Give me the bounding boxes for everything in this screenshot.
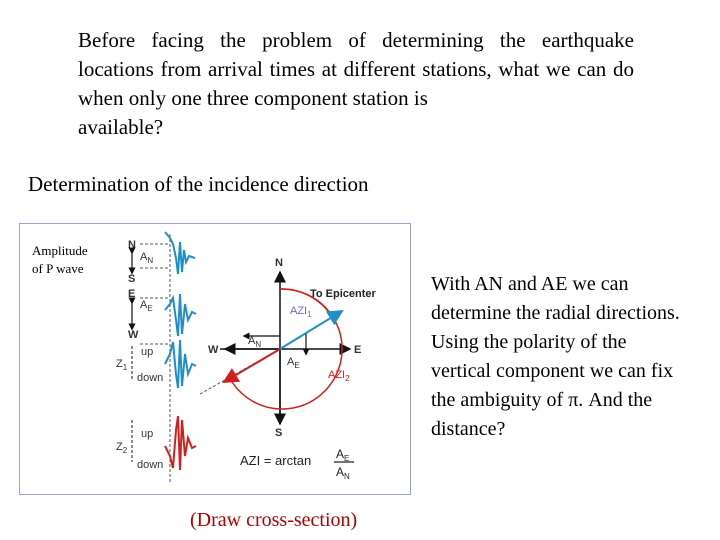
compass-diagram [200,257,377,439]
azi2-label: $AZI_2$ [328,369,350,383]
compass-ae-label: $A_E$ [287,356,300,370]
trace-an-label: $A_N$ [140,251,154,265]
intro-line-3: can do when only one three component station is [78,57,634,110]
amplitude-label-line2: of P wave [32,261,84,276]
trace-down2-label: down [137,459,164,471]
compass-west-label: W [208,344,219,356]
compass-north-label: N [275,257,283,269]
explanation-text: With AN and AE we can determine the radial directions. Using the polarity of the vertical component we can fix the ambiguity of π. And the distance? [431,273,680,440]
trace-ew [128,288,196,341]
trace-z2 [116,416,196,471]
trace-w-label: W [128,329,139,341]
draw-cross-section-caption: (Draw cross-section) [190,509,358,531]
trace-up2-label: up [141,428,154,440]
compass-east-label: E [354,344,362,356]
to-epicenter-label: To Epicenter [310,288,376,300]
formula-lhs: AZI = arctan [240,453,312,468]
trace-ns-waveform [165,232,195,274]
trace-up1-label: up [141,346,154,358]
trace-e-label: E [128,288,136,300]
compass-south-label: S [275,427,283,439]
intro-line-1: Before facing the problem of determining the earthquake [78,28,634,52]
azimuth-formula [240,447,354,481]
amplitude-label-line1: Amplitude [32,243,88,258]
compass-an-label: $A_N$ [248,335,262,349]
formula-denominator: $A_N$ [336,465,350,481]
trace-ae-label: $A_E$ [140,299,153,313]
trace-z2-label: $Z_2$ [116,441,128,455]
trace-down1-label: down [137,372,164,384]
azi1-label: $AZI_1$ [290,305,312,319]
intro-line-2: locations from arrival times at different stations, what we [78,57,571,81]
trace-z1 [116,340,196,388]
formula-numerator: $A_E$ [336,447,350,463]
intro-line-4: available? [78,115,164,139]
trace-z1-label: $Z_1$ [116,358,128,372]
trace-n-label: N [128,239,136,251]
intro-question [78,26,634,142]
incidence-direction-figure [19,223,411,495]
seismogram-diagram [20,224,410,494]
trace-s-label: S [128,273,136,285]
section-heading: Determination of the incidence direction [28,172,369,196]
